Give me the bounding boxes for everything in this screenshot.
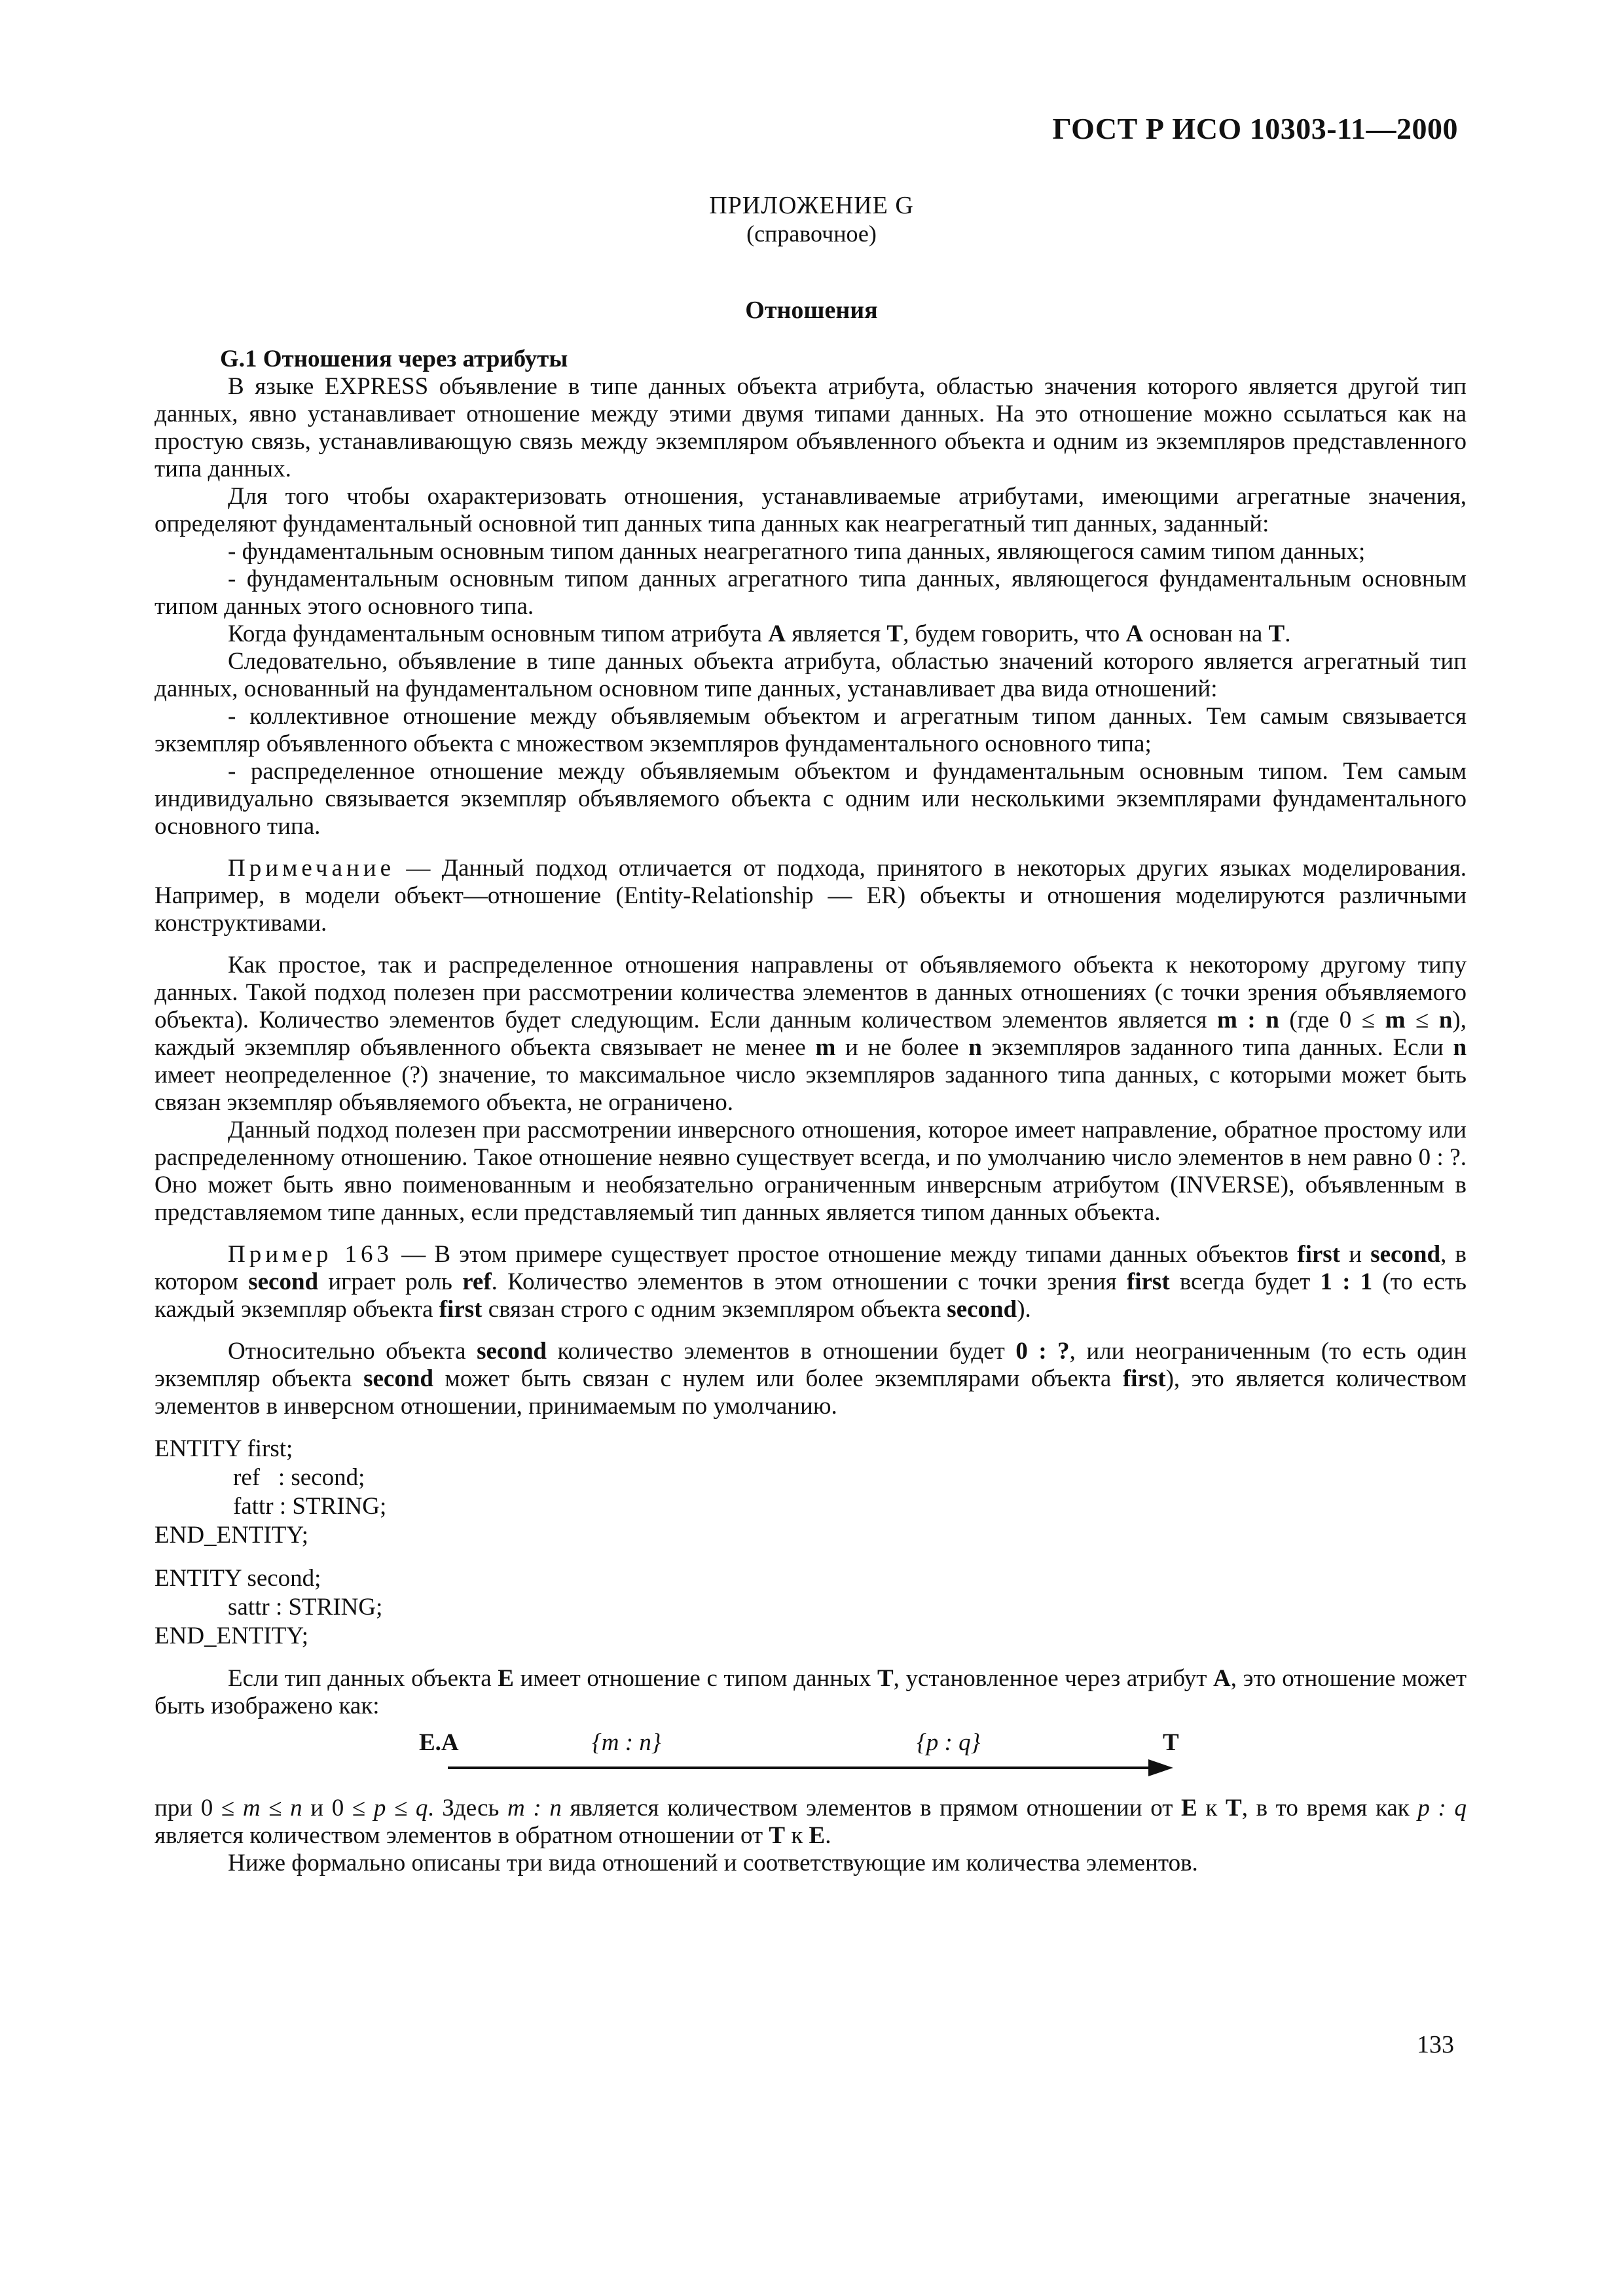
page-number: 133 bbox=[1417, 2031, 1454, 2058]
appendix-subtitle: (справочное) bbox=[746, 221, 877, 247]
diagram-source-label: E.A bbox=[419, 1729, 459, 1756]
body-text bbox=[155, 346, 1467, 1877]
diagram-arrow bbox=[448, 1758, 1175, 1778]
paragraph-3: - фундаментальным основным типом данных неагрегатного типа данных, являющегося самим типом данных; bbox=[228, 538, 1366, 565]
diagram-forward-cardinality: {m : n} bbox=[592, 1729, 661, 1756]
note-label: Примечание bbox=[228, 855, 395, 882]
code-block-first: ENTITY first; ref : second; fattr : STRING; END_ENTITY; bbox=[155, 1435, 387, 1549]
paragraph-9: Как простое, так и распределенное отношения направлены от объявляемого объекта к некоторому другому типу данных. Такой подход полезен при рассмотрении количества элементов в данных отношениях (с точки зрения объявляемого объекта). Количество элементов будет следующим. Если данным количеством элементов является m : n (где 0 ≤ m ≤ n), каждый экземпляр объявленного объекта связывает не менее m и не более n экземпляров заданного типа данных. Если n имеет неопределенное (?) значение, то максимальное число экземпляров заданного типа данных, с которыми может быть связан экземпляр объявляемого объекта, не ограничено. bbox=[155, 952, 1467, 1116]
paragraph-10: Данный подход полезен при рассмотрении инверсного отношения, которое имеет направление, обратное простому или распределенному отношению. Такое отношение неявно существует всегда, и по умолчанию число элементов в нем равно 0 : ?. Оно может быть явно поименованным и необязательно ограниченным инверсным атрибутом (INVERSE), объявленным в представляемом типе данных, если представляемый тип данных является типом данных объекта. bbox=[155, 1117, 1467, 1226]
paragraph-14: Ниже формально описаны три вида отношений и соответствующие им количества элементов. bbox=[228, 1850, 1198, 1876]
relationship-diagram bbox=[155, 1729, 1467, 1795]
appendix-title: ПРИЛОЖЕНИЕ G bbox=[709, 192, 914, 219]
paragraph-6: Следовательно, объявление в типе данных объекта атрибута, областью значений которого является агрегатный тип данных, основанный на фундаментальном основном типе данных, устанавливает два вида отношений: bbox=[155, 648, 1467, 702]
diagram-target-label: T bbox=[1163, 1729, 1179, 1756]
paragraph-4: - фундаментальным основным типом данных агрегатного типа данных, являющегося фундаментальным основным типом данных этого основного типа. bbox=[155, 565, 1467, 620]
paragraph-2: Для того чтобы охарактеризовать отношения, устанавливаемые атрибутами, имеющими агрегатные значения, определяют фундаментальный основной тип данных типа данных как неагрегатный тип данных, заданный: bbox=[155, 483, 1467, 537]
paragraph-1: В языке EXPRESS объявление в типе данных объекта атрибута, областью значения которого является другой тип данных, явно устанавливает отношение между этими двумя типами данных. На это отношение можно ссылаться как на простую связь, устанавливающую связь между экземпляром объявленного объекта и одним из экземпляров представленного типа данных. bbox=[155, 373, 1467, 482]
paragraph-11: Относительно объекта second количество элементов в отношении будет 0 : ?, или неограниченным (то есть один экземпляр объекта second может быть связан с нулем или более экземплярами объекта first), это является количеством элементов в инверсном отношении, принимаемым по умолчанию. bbox=[155, 1338, 1467, 1420]
paragraph-5: Когда фундаментальным основным типом атрибута A является T, будем говорить, что A основан на T. bbox=[228, 620, 1291, 647]
diagram-inverse-cardinality: {p : q} bbox=[917, 1729, 981, 1756]
note-paragraph: Примечание — Данный подход отличается от подхода, принятого в некоторых других языках моделирования. Например, в модели объект—отношение (Entity-Relationship — ER) объекты и отношения моделируются различными конструктивами. bbox=[155, 855, 1467, 937]
standard-code-header: ГОСТ Р ИСО 10303-11—2000 bbox=[1052, 112, 1458, 145]
paragraph-8: - распределенное отношение между объявляемым объектом и фундаментальным основным типом. Тем самым индивидуально связывается экземпляр объявляемого объекта с одним или несколькими экземплярами фундаментального основного типа. bbox=[155, 758, 1467, 840]
example-label: Пример 163 bbox=[228, 1241, 393, 1268]
section-title: Отношения bbox=[745, 296, 878, 324]
code-block-second: ENTITY second; sattr : STRING; END_ENTITY; bbox=[155, 1565, 383, 1649]
example-paragraph: Пример 163 — В этом примере существует простое отношение между типами данных объектов first и second, в котором second играет роль ref. Количество элементов в этом отношении с точки зрения first всегда будет 1 : 1 (то есть каждый экземпляр объекта first связан строго с одним экземпляром объекта second). bbox=[155, 1241, 1467, 1323]
paragraph-13: при 0 ≤ m ≤ n и 0 ≤ p ≤ q. Здесь m : n является количеством элементов в прямом отношении от E к T, в то время как p : q является количеством элементов в обратном отношении от T к E. bbox=[155, 1795, 1467, 1849]
subsection-title: G.1 Отношения через атрибуты bbox=[220, 346, 568, 372]
paragraph-7: - коллективное отношение между объявляемым объектом и агрегатным типом данных. Тем самым связывается экземпляр объявленного объекта с множеством экземпляров фундаментального основного типа; bbox=[155, 703, 1467, 757]
paragraph-12: Если тип данных объекта E имеет отношение с типом данных T, установленное через атрибут A, это отношение может быть изображено как: bbox=[155, 1665, 1467, 1719]
